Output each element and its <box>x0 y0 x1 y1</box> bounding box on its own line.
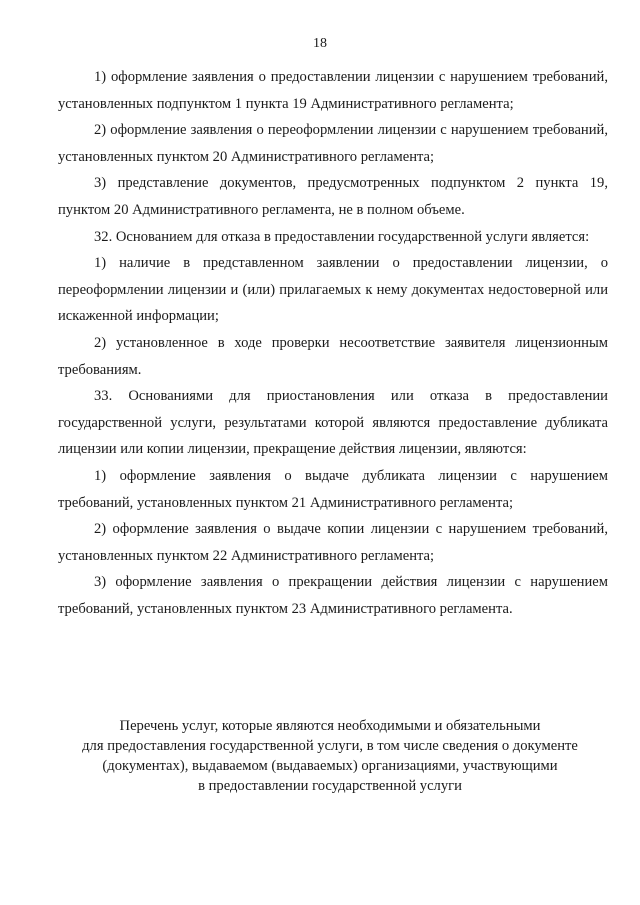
paragraph-clause-33: 33. Основаниями для приостановления или отказа в предоставлении государственной услуги, результатами которой являются предоставление дубликата лицензии или копии лицензии, прекращение действия лицензии, являются: <box>58 388 608 458</box>
paragraph-33-item-1: 1) оформление заявления о выдаче дубликата лицензии с нарушением требований, установленных пунктом 21 Административного регламента; <box>58 467 608 511</box>
paragraph-33-item-3: 3) оформление заявления о прекращении действия лицензии с нарушением требований, установленных пунктом 23 Административного регламента. <box>58 574 608 617</box>
page-number: 18 <box>313 36 327 51</box>
section-heading <box>40 716 620 796</box>
paragraph-item-3-incomplete-documents: 3) представление документов, предусмотренных подпунктом 2 пункта 19, пунктом 20 Административного регламента, не в полном объеме. <box>58 175 608 218</box>
section-heading-line: Перечень услуг, которые являются необходимыми и обязательными <box>119 718 541 734</box>
paragraph-item-2-reissue-violation: 2) оформление заявления о переоформлении лицензии с нарушением требований, установленных пунктом 20 Административного регламента; <box>58 122 608 165</box>
section-heading-line: (документах), выдаваемом (выдаваемых) организациями, участвующими <box>102 758 558 774</box>
paragraph-clause-32: 32. Основанием для отказа в предоставлении государственной услуги является: <box>94 228 590 245</box>
section-heading-line: для предоставления государственной услуги, в том числе сведения о документе <box>82 738 578 754</box>
document-body <box>58 64 608 622</box>
paragraph-32-item-1: 1) наличие в представленном заявлении о предоставлении лицензии, о переоформлении лицензии и (или) прилагаемых к нему документах недостоверной или искаженной информации; <box>58 255 608 325</box>
paragraph-item-1-application-violation: 1) оформление заявления о предоставлении лицензии с нарушением требований, установленных подпунктом 1 пункта 19 Административного регламента; <box>58 69 608 112</box>
paragraph-32-item-2: 2) установленное в ходе проверки несоответствие заявителя лицензионным требованиям. <box>58 334 608 378</box>
section-heading-line: в предоставлении государственной услуги <box>198 778 462 794</box>
paragraph-33-item-2: 2) оформление заявления о выдаче копии лицензии с нарушением требований, установленных пунктом 22 Административного регламента; <box>58 521 608 564</box>
